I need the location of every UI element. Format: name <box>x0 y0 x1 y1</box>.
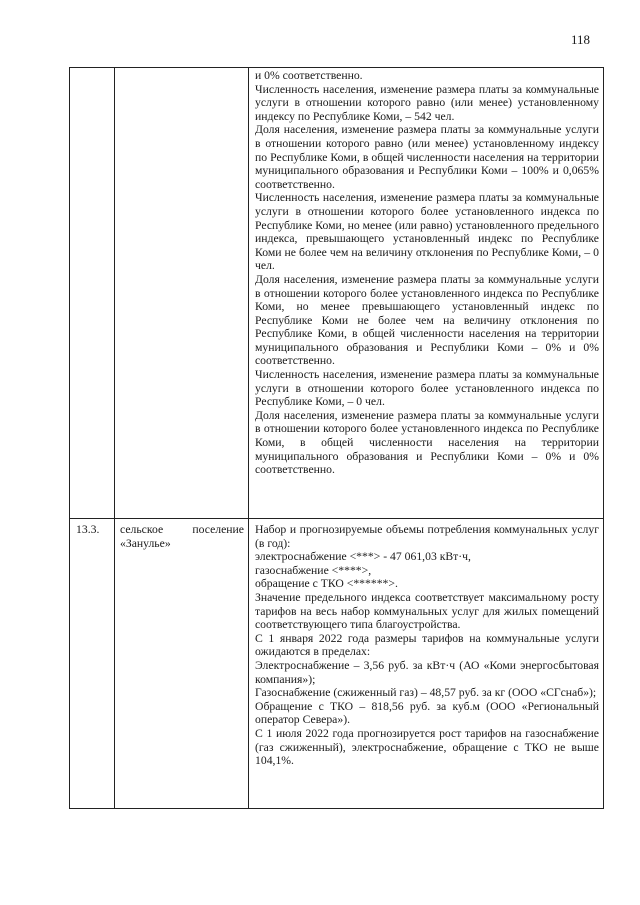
paragraph: электроснабжение <***> - 47 061,03 кВт·ч, <box>255 550 471 564</box>
paragraph: газоснабжение <****>, <box>255 563 372 577</box>
table-row <box>70 519 604 809</box>
page-number: 118 <box>571 32 591 47</box>
paragraph: Доля населения, изменение размера платы за коммунальные услуги в отношении которого более установленного индекса по Республике Коми, но менее превышающего установленный индекс по Республике Коми не более чем на величину отклонения по Республике Коми, в общей численности населения на территории муниципального образования и Республики Коми – 0% и 0% соответственно. <box>255 272 599 368</box>
paragraph: Численность населения, изменение размера платы за коммунальные услуги в отношении которого более установленного индекса по Республике Коми, – 0 чел. <box>255 368 599 409</box>
row-number-cell: 13.3. <box>70 519 115 809</box>
description-cell <box>249 519 604 809</box>
paragraph: Численность населения, изменение размера платы за коммунальные услуги в отношении которого более установленного индекса по Республике Коми, но менее (или равно) установленного предельного индекса, превышающего установленный индекс по Республике Коми не более чем на величину отклонения по Республике Коми, – 0 чел. <box>255 191 599 273</box>
paragraph: Численность населения, изменение размера платы за коммунальные услуги в отношении которого равно (или менее) установленному индексу по Республике Коми, – 542 чел. <box>255 82 599 123</box>
paragraph: Доля населения, изменение размера платы за коммунальные услуги в отношении которого более установленного индекса по Республике Коми, в общей численности населения на территории муниципального образования и Республики Коми – 0% и 0% соответственно. <box>255 408 599 477</box>
paragraph: Доля населения, изменение размера платы за коммунальные услуги в отношении которого равно (или менее) установленному индексу по Республике Коми, в общей численности населения на территории муниципального образования и Республики Коми – 100% и 0,065% соответственно. <box>255 123 599 191</box>
paragraph: С 1 января 2022 года размеры тарифов на коммунальные услуги ожидаются в пределах: <box>255 631 599 659</box>
description-cell <box>249 68 604 519</box>
paragraph: Значение предельного индекса соответствует максимальному росту тарифов на весь набор коммунальных услуг для жилых помещений соответствующего типа благоустройства. <box>255 590 599 632</box>
municipality-cell: сельское поселение «Занулье» <box>115 519 249 809</box>
paragraph: обращение с ТКО <******>. <box>255 577 398 591</box>
municipality-cell <box>115 68 249 519</box>
row-number-cell <box>70 68 115 519</box>
paragraph: и 0% соответственно. <box>255 69 363 82</box>
paragraph: Набор и прогнозируемые объемы потребления коммунальных услуг (в год): <box>255 523 599 550</box>
paragraph: Газоснабжение (сжиженный газ) – 48,57 руб. за кг (ООО «СГснаб»); <box>255 686 597 700</box>
paragraph: С 1 июля 2022 года прогнозируется рост тарифов на газоснабжение (газ сжиженный), электроснабжение, обращение с ТКО не выше 104,1%. <box>255 726 599 768</box>
paragraph: Обращение с ТКО – 818,56 руб. за куб.м (ООО «Региональный оператор Севера»). <box>255 699 599 727</box>
tariff-table <box>69 67 604 809</box>
paragraph: Электроснабжение – 3,56 руб. за кВт·ч (АО «Коми энергосбытовая компания»); <box>255 658 599 686</box>
table-row <box>70 68 604 519</box>
